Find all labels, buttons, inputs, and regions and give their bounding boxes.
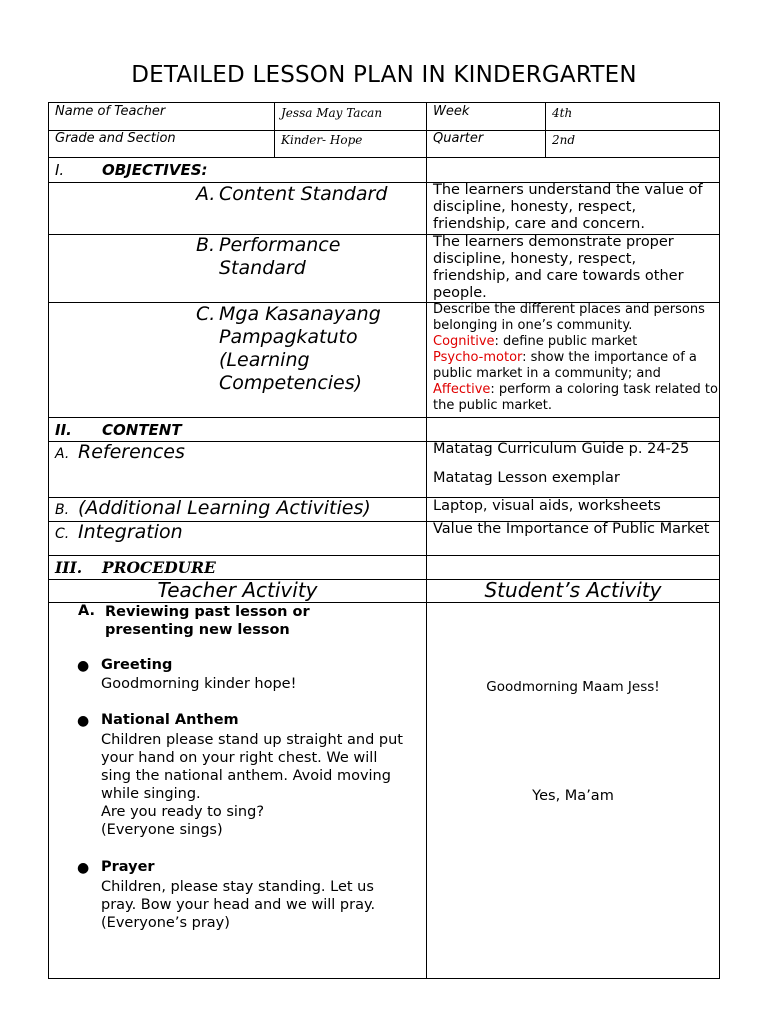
step-title-line: presenting new lesson [105,622,290,638]
cognitive-text: : define public market [494,334,638,349]
greeting-text: Goodmorning kinder hope! [101,676,297,692]
additional-activities-letter: B. [55,502,70,518]
psychomotor-label: Psycho-motor [433,350,523,365]
objectives-numeral: I. [55,161,65,179]
competencies-label: Pampagkatuto [219,326,358,348]
teacher-activity-header: Teacher Activity [157,578,318,602]
psychomotor-text: : show the importance of a public market in a community; and [433,350,697,381]
references-text-2: Matatag Lesson exemplar [433,470,620,486]
additional-activities-label: (Additional Learning Activities) [78,497,371,519]
competencies-label: Mga Kasanayang [219,303,381,325]
procedure-numeral: III. [55,558,83,577]
quarter-value: 2nd [552,133,576,147]
col-divider [274,103,275,157]
row-divider [49,417,719,418]
competencies-intro: Describe the different places and persons belonging in one’s community. [433,302,705,333]
bullet-icon: ● [77,658,90,674]
competencies-text [433,302,718,414]
cognitive-label: Cognitive [433,334,495,349]
student-answer: Yes, Ma’am [532,788,614,804]
teacher-value: Jessa May Tacan [281,106,383,120]
bullet-icon: ● [77,713,90,729]
content-standard-label: Content Standard [219,183,388,205]
content-heading: CONTENT [102,421,182,439]
prayer-instructions: Children, please stay standing. Let us pray. Bow your head and we will pray. [101,879,376,913]
competencies-label: Competencies) [219,372,363,394]
grade-label: Grade and Section [55,131,176,146]
anthem-instructions: Children please stand up straight and put your hand on your right chest. We will sing the national anthem. Avoid moving while singing. [101,732,403,802]
anthem-question: Are you ready to sing? [101,804,265,820]
student-activity-header: Student’s Activity [484,578,662,602]
competencies-label: (Learning [219,349,310,371]
row-divider [49,555,719,556]
lesson-plan-table [48,102,720,979]
references-label: References [78,441,185,463]
additional-activities-text: Laptop, visual aids, worksheets [433,498,661,514]
objectives-heading: OBJECTIVES: [102,161,208,179]
prayer-note: (Everyone’s pray) [101,915,230,931]
performance-standard-label: Standard [219,257,306,279]
col-divider [426,103,427,978]
step-title [105,603,310,639]
step-letter: A. [78,603,95,619]
references-text-1: Matatag Curriculum Guide p. 24-25 [433,441,690,457]
procedure-heading: PROCEDURE [102,558,216,577]
performance-standard-label: Performance [219,234,341,256]
prayer-title: Prayer [101,859,155,875]
student-greeting: Goodmorning Maam Jess! [486,679,660,695]
page-title: DETAILED LESSON PLAN IN KINDERGARTEN [131,62,637,88]
performance-standard-text: The learners demonstrate proper discipline, honesty, respect, friendship, and care towards other people. [433,234,684,301]
affective-text: : perform a coloring task related to the public market. [433,382,718,413]
bullet-icon: ● [77,860,90,876]
performance-standard-letter: B. [196,234,216,256]
content-standard-letter: A. [196,183,216,205]
affective-label: Affective [433,382,491,397]
col-divider [545,103,546,157]
week-value: 4th [552,106,573,120]
integration-letter: C. [55,526,70,542]
integration-label: Integration [78,521,183,543]
anthem-title: National Anthem [101,712,239,728]
step-title-line: Reviewing past lesson or [105,604,310,620]
integration-text: Value the Importance of Public Market [433,521,710,537]
row-divider [49,157,719,158]
anthem-note: (Everyone sings) [101,822,223,838]
anthem-text [101,731,405,839]
prayer-text [101,878,405,932]
competencies-letter: C. [196,303,216,325]
teacher-label: Name of Teacher [55,104,166,119]
greeting-title: Greeting [101,657,173,673]
content-standard-text: The learners understand the value of discipline, honesty, respect, friendship, care and concern. [433,182,703,232]
content-numeral: II. [55,421,72,439]
references-letter: A. [55,446,70,462]
week-label: Week [433,104,470,119]
grade-value: Kinder- Hope [281,133,363,147]
quarter-label: Quarter [433,131,484,146]
